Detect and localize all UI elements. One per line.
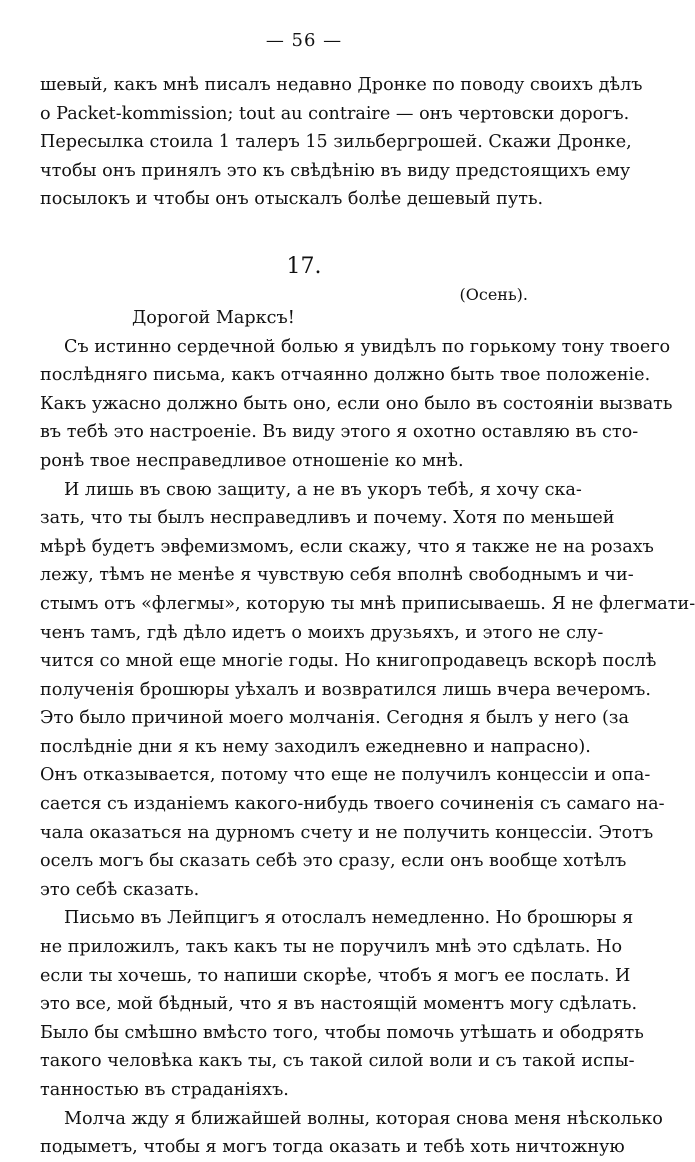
text-line: чится со мной еще многіе годы. Но книгопродавецъ вскорѣ послѣ: [40, 651, 657, 672]
letter-number: 17.: [286, 253, 322, 279]
paragraph-1: [40, 333, 673, 476]
text-line: послѣдняго письма, какъ отчаянно должно быть твое положеніе.: [40, 365, 651, 386]
text-line: шевый, какъ мнѣ писалъ недавно Дронке по поводу своихъ дѣлъ: [40, 75, 643, 95]
text-line: Это было причиной моего молчанія. Сегодня я былъ у него (за: [40, 708, 629, 729]
text-line: посылокъ и чтобы онъ отыскалъ болѣе дешевый путь.: [40, 189, 544, 210]
text-line: сается съ изданіемъ какого-нибудь твоего сочиненія съ самаго на-: [40, 794, 665, 815]
book-page: [40, 30, 695, 1162]
text-line: Было бы смѣшно вмѣсто того, чтобы помочь утѣшать и ободрять: [40, 1022, 644, 1043]
text-line: это себѣ сказать.: [40, 879, 200, 900]
text-line: о Packet-kommission; tout au contraire — онъ чертовски дорогъ.: [40, 103, 630, 124]
text-line: полученія брошюры уѣхалъ и возвратился лишь вчера вечеромъ.: [40, 679, 651, 700]
text-line: если ты хочешь, то напиши скорѣе, чтобъ я могъ ее послать. И: [40, 965, 631, 986]
text-line: ченъ тамъ, гдѣ дѣло идетъ о моихъ друзьяхъ, и этого не слу-: [40, 622, 604, 643]
text-line: И лишь въ свою защиту, а не въ укоръ тебѣ, я хочу ска-: [64, 479, 582, 500]
text-line: ронѣ твое несправедливое отношеніе ко мнѣ.: [40, 450, 464, 471]
text-line: Письмо въ Лейпцигъ я отослалъ немедленно. Но брошюры я: [64, 908, 634, 929]
salutation: Дорогой Марксъ!: [132, 307, 295, 328]
text-line: лежу, тѣмъ не менѣе я чувствую себя вполнѣ свободнымъ и чи-: [40, 565, 634, 586]
text-line: Пересылка стоила 1 талеръ 15 зильбергрошей. Скажи Дронке,: [40, 132, 632, 153]
text-line: Какъ ужасно должно быть оно, если оно было въ состояніи вызвать: [40, 393, 673, 414]
text-line: не приложилъ, такъ какъ ты не поручилъ мнѣ это сдѣлать. Но: [40, 937, 623, 958]
text-line: Онъ отказывается, потому что еще не получилъ концессіи и опа-: [40, 765, 651, 786]
text-line: такого человѣка какъ ты, съ такой силой воли и съ такой испы-: [40, 1051, 635, 1072]
page-number: — 56 —: [265, 30, 343, 51]
date-note: (Осень).: [459, 284, 528, 304]
text-line: подыметъ, чтобы я могъ тогда оказать и тебѣ хоть ничтожную: [40, 1137, 625, 1158]
text-line: зать, что ты былъ несправедливъ и почему. Хотя по меньшей: [40, 508, 615, 529]
text-line: Съ истинно сердечной болью я увидѣлъ по горькому тону твоего: [64, 336, 671, 357]
paragraph-3: [40, 904, 644, 1104]
text-line: стымъ отъ «флегмы», которую ты мнѣ приписываешь. Я не флегмати-: [40, 593, 695, 614]
text-line: чтобы онъ принялъ это къ свѣдѣнію въ виду предстоящихъ ему: [40, 160, 631, 181]
top-paragraph: [40, 71, 643, 214]
paragraph-2: [40, 476, 695, 905]
text-line: это все, мой бѣдный, что я въ настоящій моментъ могу сдѣлать.: [40, 994, 638, 1015]
text-line: мѣрѣ будетъ эвфемизмомъ, если скажу, что я также не на розахъ: [40, 536, 654, 557]
text-line: Молча жду я ближайшей волны, которая снова меня нѣсколько: [64, 1108, 663, 1129]
text-line: танностью въ страданіяхъ.: [40, 1080, 289, 1100]
paragraph-4: [40, 1105, 663, 1162]
text-line: чала оказаться на дурномъ счету и не получить концессіи. Этотъ: [40, 822, 654, 843]
text-line: оселъ могъ бы сказать себѣ это сразу, если онъ вообще хотѣлъ: [40, 851, 627, 872]
text-line: послѣдніе дни я къ нему заходилъ ежедневно и напрасно).: [40, 736, 591, 757]
text-line: въ тебѣ это настроеніе. Въ виду этого я охотно оставляю въ сто-: [40, 422, 639, 443]
